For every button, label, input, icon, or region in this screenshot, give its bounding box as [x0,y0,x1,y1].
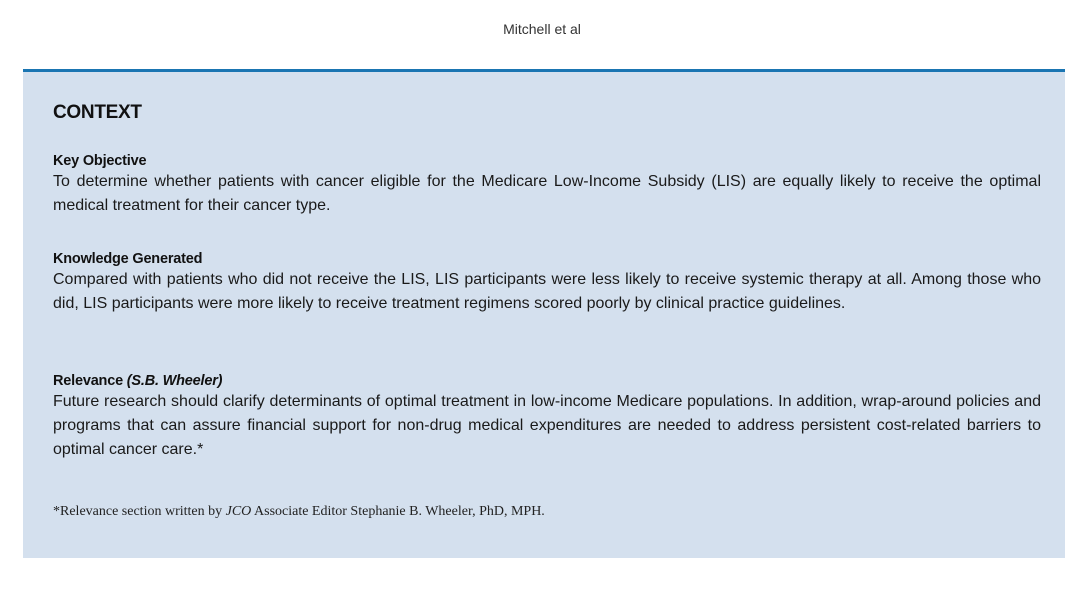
footnote-prefix: *Relevance section written by [53,504,226,519]
section-heading-relevance-author: (S.B. Wheeler) [126,373,223,389]
relevance-footnote [53,504,1041,520]
section-body-knowledge-generated: Compared with patients who did not receive the LIS, LIS participants were less likely to receive systemic therapy at all. Among those who did, LIS participants were more likely to receive treatment regimens scored poorly by clinical practice guidelines. [53,271,1041,312]
running-head: Mitchell et al [503,21,581,37]
section-heading-relevance-label: Relevance [53,373,123,389]
footnote-journal-name: JCO [225,504,252,519]
section-heading-relevance [53,372,1041,390]
section-body-key-objective: To determine whether patients with cancer eligible for the Medicare Low-Income Subsidy (LIS) are equally likely to receive the optimal medical treatment for their cancer type. [53,173,1041,214]
context-title: CONTEXT [53,102,142,123]
footnote-suffix: Associate Editor Stephanie B. Wheeler, PhD, MPH. [251,504,545,519]
section-relevance [53,372,1041,462]
section-key-objective [53,152,1041,218]
section-knowledge-generated [53,250,1041,316]
section-heading-knowledge-generated: Knowledge Generated [53,251,203,267]
section-body-relevance: Future research should clarify determinants of optimal treatment in low-income Medicare populations. In addition, wrap-around policies and programs that can assure financial support for non-drug medical expenditures are needed to address persistent cost-related barriers to optimal cancer care.* [53,393,1041,458]
section-heading-key-objective: Key Objective [53,153,147,169]
context-box [23,69,1065,558]
